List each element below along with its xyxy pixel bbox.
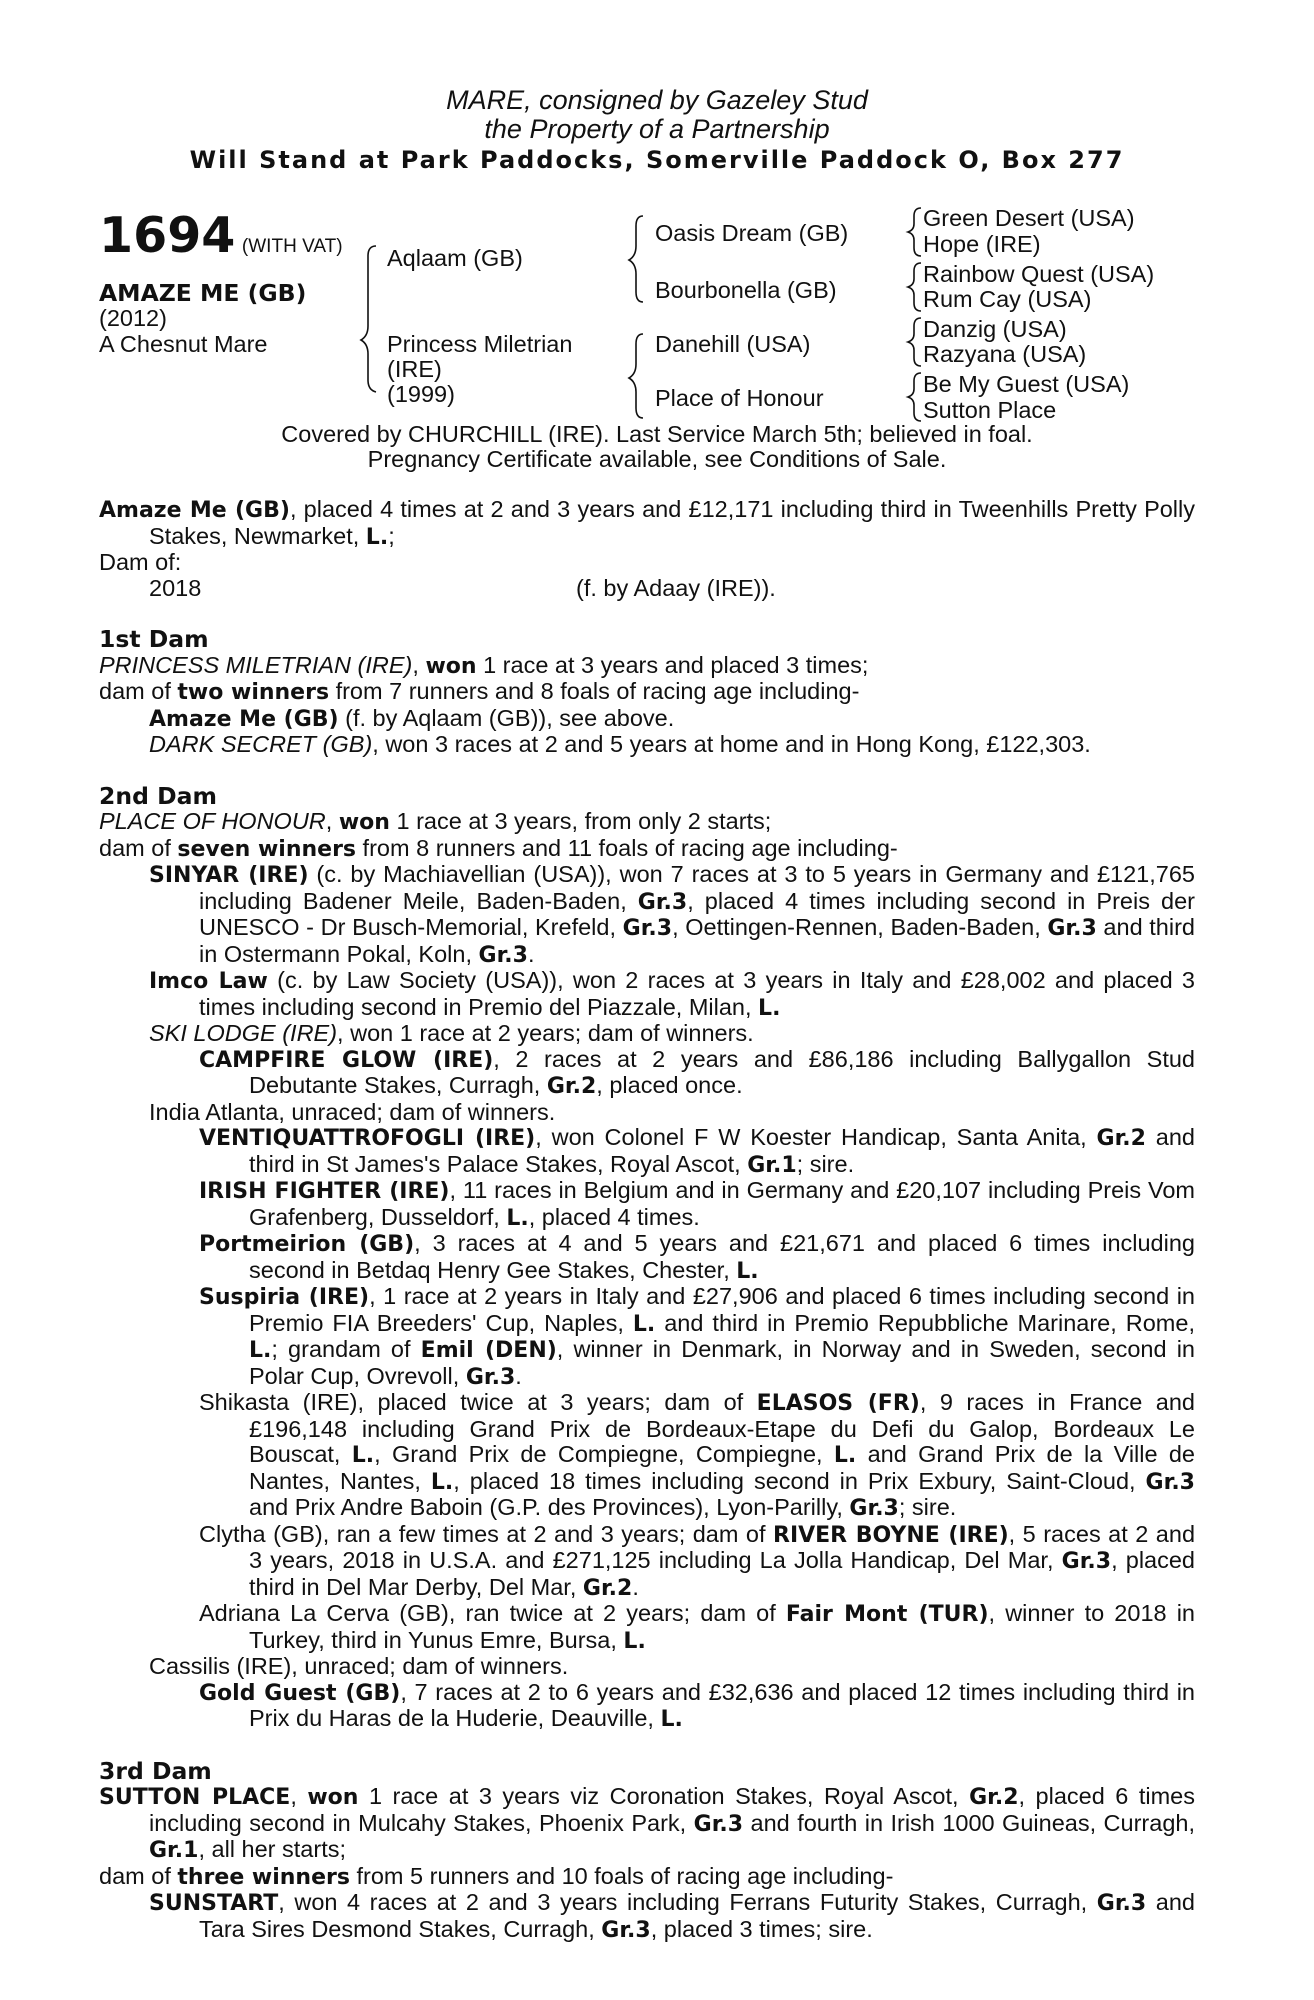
produce-campfire-glow: CAMPFIRE GLOW (IRE), 2 races at 2 years and £86,186 including Ballygallon Stud Debutante Stakes, Curragh, Gr.2, placed once. [199,1045,1195,1099]
produce-ski-lodge: SKI LODGE (IRE), won 1 race at 2 years; dam of winners. [149,1020,754,1046]
produce-amaze-me: Amaze Me (GB) (f. by Aqlaam (GB)), see above. [149,704,675,732]
catalogue-text [99,497,1195,1943]
property-line: the Property of a Partnership [484,114,830,144]
produce-cassilis: Cassilis (IRE), unraced; dam of winners. [149,1653,569,1679]
sire: Aqlaam (GB) [387,245,523,271]
first-dam-produce: dam of two winners from 7 runners and 8 foals of racing age including- [99,678,860,705]
second-dam-produce: dam of seven winners from 8 runners and 11 foals of racing age including- [99,834,898,862]
dam-line-2: (IRE) [387,356,442,382]
sire-dam: Bourbonella (GB) [655,277,837,303]
produce-shikasta: Shikasta (IRE), placed twice at 3 years; dam of ELASOS (FR), 9 races in France and £196,148 including Grand Prix de Bordeaux-Etape du Defi du Galop, Bordeaux Le Bouscat, L., Grand Prix de Compiegne, Compiegne, L. and Grand Prix de la Ville de Nantes, Nantes, L., placed 18 times including second in Prix Exbury, Saint-Cloud, Gr.3 and Prix Andre Baboin (G.P. des Provinces), Lyon-Parilly, Gr.3; sire. [199,1389,1196,1521]
gen3-6: Razyana (USA) [923,341,1087,367]
foaling-year: (2012) [99,305,167,331]
third-dam-produce: dam of three winners from 5 runners and 10 foals of racing age including- [99,1862,894,1890]
produce-clytha: Clytha (GB), ran a few times at 2 and 3 years; dam of RIVER BOYNE (IRE), 5 races at 2 and 3 years, 2018 in U.S.A. and £271,125 including La Jolla Handicap, Del Mar, Gr.3, placed third in Del Mar Derby, Del Mar, Gr.2. [199,1520,1196,1601]
gen3-1: Green Desert (USA) [923,205,1135,231]
pregnancy-note: Pregnancy Certificate available, see Conditions of Sale. [367,446,947,472]
foal-desc: (f. by Adaay (IRE)). [576,574,776,601]
foal-row [99,576,1195,602]
lot-number: 1694 [99,207,236,264]
consignor-line: MARE, consigned by Gazeley Stud [446,85,868,115]
gen3-8: Sutton Place [923,397,1057,423]
horse-name: AMAZE ME (GB) [99,279,307,307]
gen3-2: Hope (IRE) [923,231,1041,257]
produce-india-atlanta: India Atlanta, unraced; dam of winners. [149,1098,556,1125]
gen3-5: Danzig (USA) [923,316,1067,342]
gen3-3: Rainbow Quest (USA) [923,261,1155,287]
foal-year: 2018 [149,574,202,601]
dam-dam: Place of Honour [655,385,824,411]
produce-suspiria: Suspiria (IRE), 1 race at 2 years in Italy and £27,906 and placed 6 times including second in Premio FIA Breeders' Cup, Naples, L. and third in Premio Repubbliche Marinare, Rome, L.; grandam of Emil (DEN), winner in Denmark, in Norway and in Sweden, second in Polar Cup, Ovrevoll, Gr.3. [199,1283,1195,1390]
dam-line-1: Princess Miletrian [387,331,573,357]
third-dam-para: SUTTON PLACE, won 1 race at 3 years viz Coronation Stakes, Royal Ascot, Gr.2, placed 6 times including second in Mulcahy Stakes, Phoenix Park, Gr.3 and fourth in Irish 1000 Guineas, Curragh, Gr.1, all her starts; [99,1783,1195,1863]
vat-note: (WITH VAT) [241,236,343,257]
produce-imco-law: Imco Law (c. by Law Society (USA)), won 2 races at 3 years in Italy and £28,002 and placed 3 times including second in Premio del Piazzale, Milan, L. [149,967,1195,1021]
second-dam-heading: 2nd Dam [99,781,217,810]
produce-adriana-la-cerva: Adriana La Cerva (GB), ran twice at 2 years; dam of Fair Mont (TUR), winner to 2018 in Turkey, third in Yunus Emre, Bursa, L. [199,1600,1196,1654]
stand-location: Will Stand at Park Paddocks, Somerville Paddock O, Box 277 [189,146,1125,174]
produce-irish-fighter: IRISH FIGHTER (IRE), 11 races in Belgium and in Germany and £20,107 including Preis Vom Grafenberg, Dusseldorf, L., placed 4 times. [199,1177,1196,1231]
second-dam-para: PLACE OF HONOUR, won 1 race at 3 years, from only 2 starts; [99,808,772,835]
produce-gold-guest: Gold Guest (GB), 7 races at 2 to 6 years and £32,636 and placed 12 times including third in Prix du Haras de la Huderie, Deauville, L. [199,1678,1196,1732]
third-dam-heading: 3rd Dam [99,1756,212,1785]
sire-sire: Oasis Dream (GB) [655,220,849,246]
dam-sire: Danehill (USA) [655,331,811,357]
produce-dark-secret: DARK SECRET (GB), won 3 races at 2 and 5 years at home and in Hong Kong, £122,303. [149,731,1091,757]
first-dam-heading: 1st Dam [99,625,209,653]
gen3-4: Rum Cay (USA) [923,286,1092,312]
produce-sinyar: SINYAR (IRE) (c. by Machiavellian (USA)), won 7 races at 3 to 5 years in Germany and £121,765 including Badener Meile, Baden-Baden, Gr.3, placed 4 times including second in Preis der UNESCO - Dr Busch-Memorial, Krefeld, Gr.3, Oettingen-Rennen, Baden-Baden, Gr.3 and third in Ostermann Pokal, Koln, Gr.3. [149,861,1195,968]
intro-para: Amaze Me (GB), placed 4 times at 2 and 3 years and £12,171 including third in Tweenhills Pretty Polly Stakes, Newmarket, L.; [99,496,1196,550]
dam-line-3: (1999) [387,381,455,407]
produce-ventiquattrofogli: VENTIQUATTROFOGLI (IRE), won Colonel F W Koester Handicap, Santa Anita, Gr.2 and third in St James's Palace Stakes, Royal Ascot, Gr.1; sire. [199,1124,1195,1178]
first-dam-para: PRINCESS MILETRIAN (IRE), won 1 race at 3 years and placed 3 times; [99,651,869,679]
gen3-7: Be My Guest (USA) [923,371,1130,397]
produce-portmeirion: Portmeirion (GB), 3 races at 4 and 5 years and £21,671 and placed 6 times including second in Betdaq Henry Gee Stakes, Chester, L. [199,1230,1195,1284]
covered-note: Covered by CHURCHILL (IRE). Last Service March 5th; believed in foal. [281,421,1033,447]
produce-sunstart: SUNSTART, won 4 races at 2 and 3 years including Ferrans Futurity Stakes, Curragh, Gr.3 and Tara Sires Desmond Stakes, Curragh, Gr.3, placed 3 times; sire. [149,1889,1195,1943]
dam-of-label: Dam of: [99,549,182,575]
horse-description: A Chesnut Mare [99,331,268,357]
